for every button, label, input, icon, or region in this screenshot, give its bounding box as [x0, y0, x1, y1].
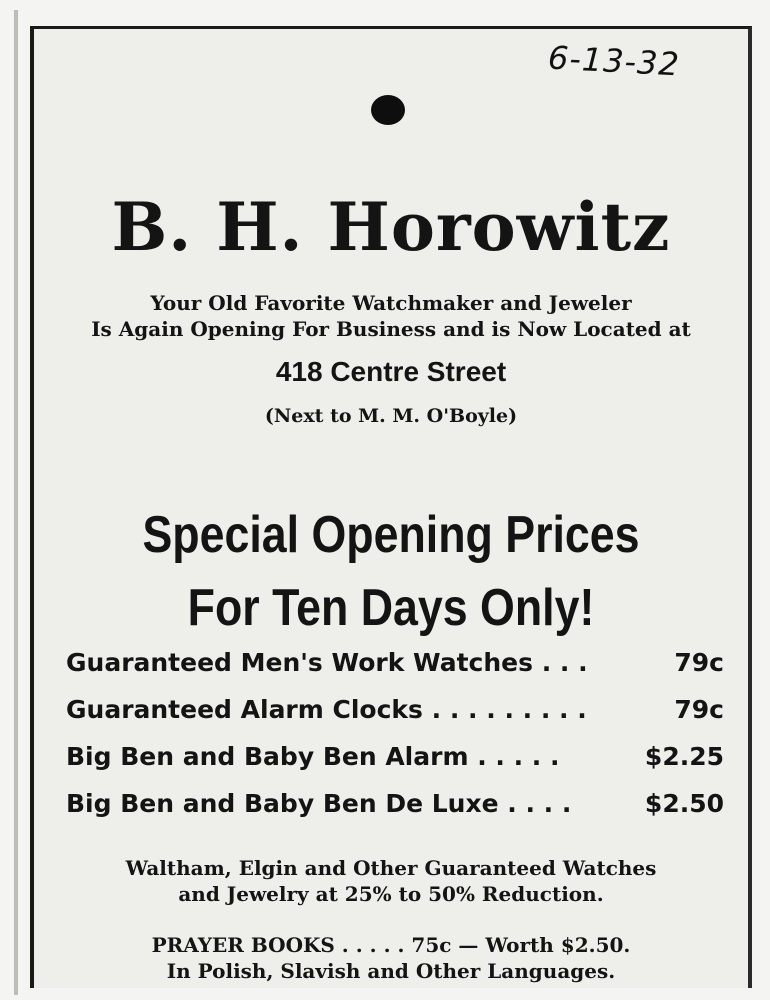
price-value: $2.50 [644, 789, 724, 818]
price-row [66, 742, 724, 789]
prayer-line: In Polish, Slavish and Other Languages. [166, 959, 616, 983]
paper-edge [14, 10, 18, 995]
price-item: Big Ben and Baby Ben De Luxe . . . . [66, 789, 572, 818]
address-landmark: (Next to M. M. O'Boyle) [264, 405, 518, 427]
intro-line: Is Again Opening For Business and is Now Located at [91, 317, 691, 341]
price-row [66, 648, 724, 695]
headline-line: Special Opening Prices [142, 506, 640, 564]
price-value: $2.25 [644, 742, 724, 771]
reduction-line: and Jewelry at 25% to 50% Reduction. [178, 882, 604, 906]
price-item: Guaranteed Men's Work Watches . . . [66, 648, 588, 677]
punch-hole [371, 95, 405, 125]
price-value: 79c [674, 695, 724, 724]
prayer-line: PRAYER BOOKS . . . . . 75c — Worth $2.50. [151, 933, 631, 957]
prayer-books-offer [30, 932, 752, 984]
intro-text [30, 290, 752, 342]
price-row [66, 695, 724, 742]
business-name: B. H. Horowitz [111, 188, 671, 266]
intro-line: Your Old Favorite Watchmaker and Jeweler [150, 291, 632, 315]
handwritten-date: 6-13-32 [547, 38, 681, 84]
reduction-notice [30, 855, 752, 907]
price-row [66, 789, 724, 836]
headline-line: For Ten Days Only! [187, 579, 595, 637]
price-item: Big Ben and Baby Ben Alarm . . . . . [66, 742, 560, 771]
price-list [66, 648, 724, 836]
price-value: 79c [674, 648, 724, 677]
reduction-line: Waltham, Elgin and Other Guaranteed Watches [125, 856, 657, 880]
store-address: 418 Centre Street [275, 356, 507, 387]
price-item: Guaranteed Alarm Clocks . . . . . . . . . [66, 695, 587, 724]
